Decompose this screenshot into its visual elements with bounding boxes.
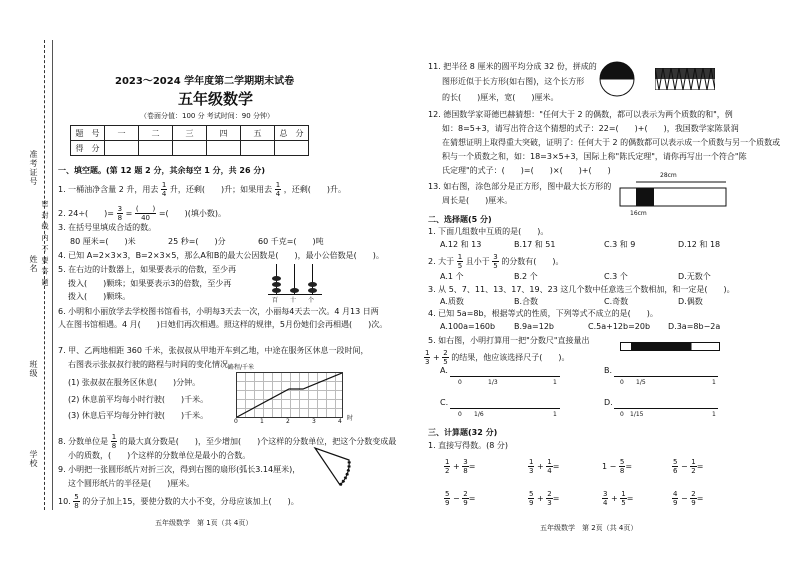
question-12d: 积与一个质数之和，如：18=3×5+3，国际上称"陈氏定理"，请你再写出一个符合"陈 <box>442 152 747 161</box>
q13-top-label: 28cm <box>660 172 677 179</box>
calc-item-8: $\frac{4}{9}$ − $\frac{2}{9}$ = <box>673 490 704 507</box>
calc-title: 1. 直接写得数。(8 分) <box>428 441 509 450</box>
question-13b: 周长是( )厘米。 <box>442 196 513 205</box>
sector-figure <box>305 440 355 490</box>
q3-item-2: 25 秒=( )分 <box>168 237 226 246</box>
calc-item-2: $\frac{1}{3}$ + $\frac{1}{4}$ = <box>529 458 560 475</box>
abacus-figure: 百 十 个 <box>268 262 324 300</box>
question-6a: 6. 小明和小丽放学去学校图书馆看书，小明每3天去一次，小丽每4天去一次。4 月13 日两 <box>58 307 379 316</box>
choice-3-c[interactable]: C.奇数 <box>604 297 629 306</box>
circle-sectors-figure <box>598 60 636 98</box>
q13-bottom-label: 16cm <box>630 210 647 217</box>
score-table <box>70 125 309 156</box>
ruler-c <box>450 408 560 409</box>
class-label: 班级 <box>29 360 38 378</box>
question-11c: 的长( )厘米，宽( )厘米。 <box>442 93 559 102</box>
question-9a: 9. 小明把一张圆形纸片对折三次，得到右图的扇形(弧长3.14厘米)， <box>58 465 301 474</box>
question-3: 3. 在括号里填成合适的数。 <box>58 223 157 232</box>
choice-3-b[interactable]: B.合数 <box>514 297 539 306</box>
ruler-d-label[interactable]: D. <box>604 398 613 407</box>
question-8c: 小的质数，( )个这样的分数单位是最小的合数。 <box>68 451 251 460</box>
ruler-b-label[interactable]: B. <box>604 366 613 375</box>
ruler-d <box>614 408 718 409</box>
rectangle-square-figure <box>618 180 728 210</box>
choice-4: 4. 已知 5a=8b，根据等式的性质，下列等式不成立的是( )。 <box>428 309 658 318</box>
choice-5b: $\frac{1}{3}$ + $\frac{2}{5}$ 的结果，他应该选择尺子( )。 <box>425 349 570 366</box>
section3-title: 三、计算题(32 分) <box>428 428 498 437</box>
choice-2: 2. 大于 $\frac{1}{5}$ 且小于 $\frac{3}{5}$ 的分数有( )。 <box>428 253 564 270</box>
q3-item-3: 60 千克=( )吨 <box>258 237 324 246</box>
choice-2-a[interactable]: A.1 个 <box>440 272 464 281</box>
seal-line-solid <box>52 40 53 510</box>
admission-id-label: 准考证号 <box>29 150 38 186</box>
rectangle-approx-figure <box>655 68 715 90</box>
section1-title: 一、填空题。(第 12 题 2 分，其余每空 1 分，共 26 分) <box>58 166 265 175</box>
question-13a: 13. 如右图，涂色部分是正方形，图中最大长方形的 <box>428 182 612 191</box>
choice-3: 3. 从 5、7、11、13、17、19、23 这几个数中任意选三个数相加，和一定是( )。 <box>428 285 735 294</box>
question-6b: 人在图书馆相遇。4 月( )日她们再次相遇。照这样的规律，5月份她们会再相遇( )次。 <box>58 320 388 329</box>
choice-4-d[interactable]: D.3a=8b−2a <box>668 322 721 331</box>
question-12e: 氏定理"的式子：( )=( )×( )+( ) <box>442 166 611 175</box>
ruler-a <box>450 376 560 377</box>
ruler-c-label[interactable]: C. <box>440 398 449 407</box>
score-table-header: 题 号 一 二 三 四 五 总 分 <box>71 126 309 141</box>
question-7-3: (3) 休息后平均每分钟行驶( )千米。 <box>68 411 209 420</box>
calc-item-6: $\frac{5}{9}$ + $\frac{2}{3}$ = <box>529 490 560 507</box>
exam-info: （卷面分值：100 分 考试时间：90 分钟） <box>140 112 274 120</box>
school-label: 学校 <box>29 450 38 468</box>
question-7-1: (1) 张叔叔在服务区休息( )分钟。 <box>68 378 201 387</box>
choice-1-c[interactable]: C.3 和 9 <box>604 240 636 249</box>
question-7a: 7. 甲、乙两地相距 360 千米，张叔叔从甲地开车到乙地，中途在服务区休息一段时间， <box>58 346 369 355</box>
calc-item-1: $\frac{1}{2}$ + $\frac{3}{8}$ = <box>445 458 476 475</box>
choice-3-a[interactable]: A.质数 <box>440 297 464 306</box>
ruler-b <box>614 376 718 377</box>
question-5b: 拨入( )颗珠；如果要表示3的倍数，至少再 <box>68 279 232 288</box>
choice-4-a[interactable]: A.100a=160b <box>440 322 496 331</box>
question-1: 1. 一桶油净含量 2 升，用去 $\frac{1}{4}$ 升，还剩( )升；如果用去 $\frac{1}{4}$ ，还剩( )升。 <box>58 181 346 198</box>
distance-time-graph <box>236 372 343 418</box>
question-11b: 图形近似于长方形(如右图)，这个长方形 <box>442 77 585 86</box>
question-7-2: (2) 休息前平均每小时行驶( )千米。 <box>68 395 209 404</box>
calc-item-4: $\frac{5}{6}$ − $\frac{1}{2}$ = <box>673 458 704 475</box>
question-11a: 11. 把半径 8 厘米的圆平均分成 32 份，拼成的 <box>428 62 597 71</box>
choice-2-b[interactable]: B.2 个 <box>514 272 538 281</box>
choice-1-a[interactable]: A.12 和 13 <box>440 240 482 249</box>
choice-4-c[interactable]: C.5a+12b=20b <box>588 322 651 331</box>
graph-ylabel: 路程/千米 <box>228 364 255 371</box>
seal-warning: 密 封 线 内 不 要 答 题 <box>41 200 49 287</box>
right-footer: 五年级数学 第 2页（共 4页） <box>540 524 638 532</box>
section2-title: 二、选择题(5 分) <box>428 215 492 224</box>
subject-title: 五年级数学 <box>178 90 254 108</box>
choice-3-d[interactable]: D.偶数 <box>678 297 703 306</box>
question-5c: 拨入( )颗珠。 <box>68 292 131 301</box>
choice-5a: 5. 如右图，小明打算用一把"分数尺"直接量出 <box>428 336 590 345</box>
left-footer: 五年级数学 第 1页（共 4页） <box>155 519 253 527</box>
choice-2-c[interactable]: C.3 个 <box>604 272 628 281</box>
question-10: 10. $\frac{5}{8}$ 的分子加上15，要使分数的大小不变，分母应该加上( )。 <box>58 493 299 510</box>
choice-1-d[interactable]: D.12 和 18 <box>678 240 721 249</box>
question-12c: 在猜想证明上取得重大突破，证明了：任何大于 2 的偶数都可以表示成一个质数与另一个质数或 <box>442 138 781 147</box>
choice-2-d[interactable]: D.无数个 <box>678 272 711 281</box>
choice-1-b[interactable]: B.17 和 51 <box>514 240 556 249</box>
question-2: 2. 24÷( )= $\frac{3}{8}$ = $\frac{( )}{40}$ =( )(填小数)。 <box>58 205 227 222</box>
question-8: 8. 分数单位是 $\frac{1}{8}$ 的最大真分数是( )，至少增加( )个这样的分数单位，把这个分数变成最 <box>58 433 397 450</box>
calc-item-7: $\frac{3}{4}$ + $\frac{1}{5}$ = <box>603 490 634 507</box>
measure-bar <box>620 342 720 351</box>
exam-title: 2023～2024 学年度第二学期期末试卷 <box>115 76 295 87</box>
calc-item-3: 1 − $\frac{5}{8}$ = <box>602 458 633 475</box>
choice-4-b[interactable]: B.9a=12b <box>514 322 554 331</box>
q3-item-1: 80 厘米=( )米 <box>70 237 136 246</box>
question-12a: 12. 德国数学家哥德巴赫猜想："任何大于 2 的偶数，都可以表示为两个质数的和"，例 <box>428 110 733 119</box>
choice-1: 1. 下面几组数中互质的是( )。 <box>428 227 549 236</box>
score-table-row: 得 分 <box>71 141 309 156</box>
question-9b: 这个圆形纸片的半径是( )厘米。 <box>68 479 195 488</box>
calc-item-5: $\frac{5}{9}$ − $\frac{2}{9}$ = <box>445 490 476 507</box>
question-7b: 右图表示张叔叔行驶的路程与时间的变化情况。 <box>68 360 236 369</box>
ruler-a-label[interactable]: A. <box>440 366 448 375</box>
question-4: 4. 已知 A=2×3×3，B=2×3×5，那么A和B的最大公因数是( )，最小公倍数是( )。 <box>58 251 384 260</box>
name-label: 姓名 <box>29 255 38 273</box>
question-12b: 如：8=5+3，请写出符合这个猜想的式子：22=( )+( )，我国数学家陈景润 <box>442 124 739 133</box>
question-5a: 5. 在右边的计数器上，如果要表示的倍数，至少再 <box>58 265 237 274</box>
